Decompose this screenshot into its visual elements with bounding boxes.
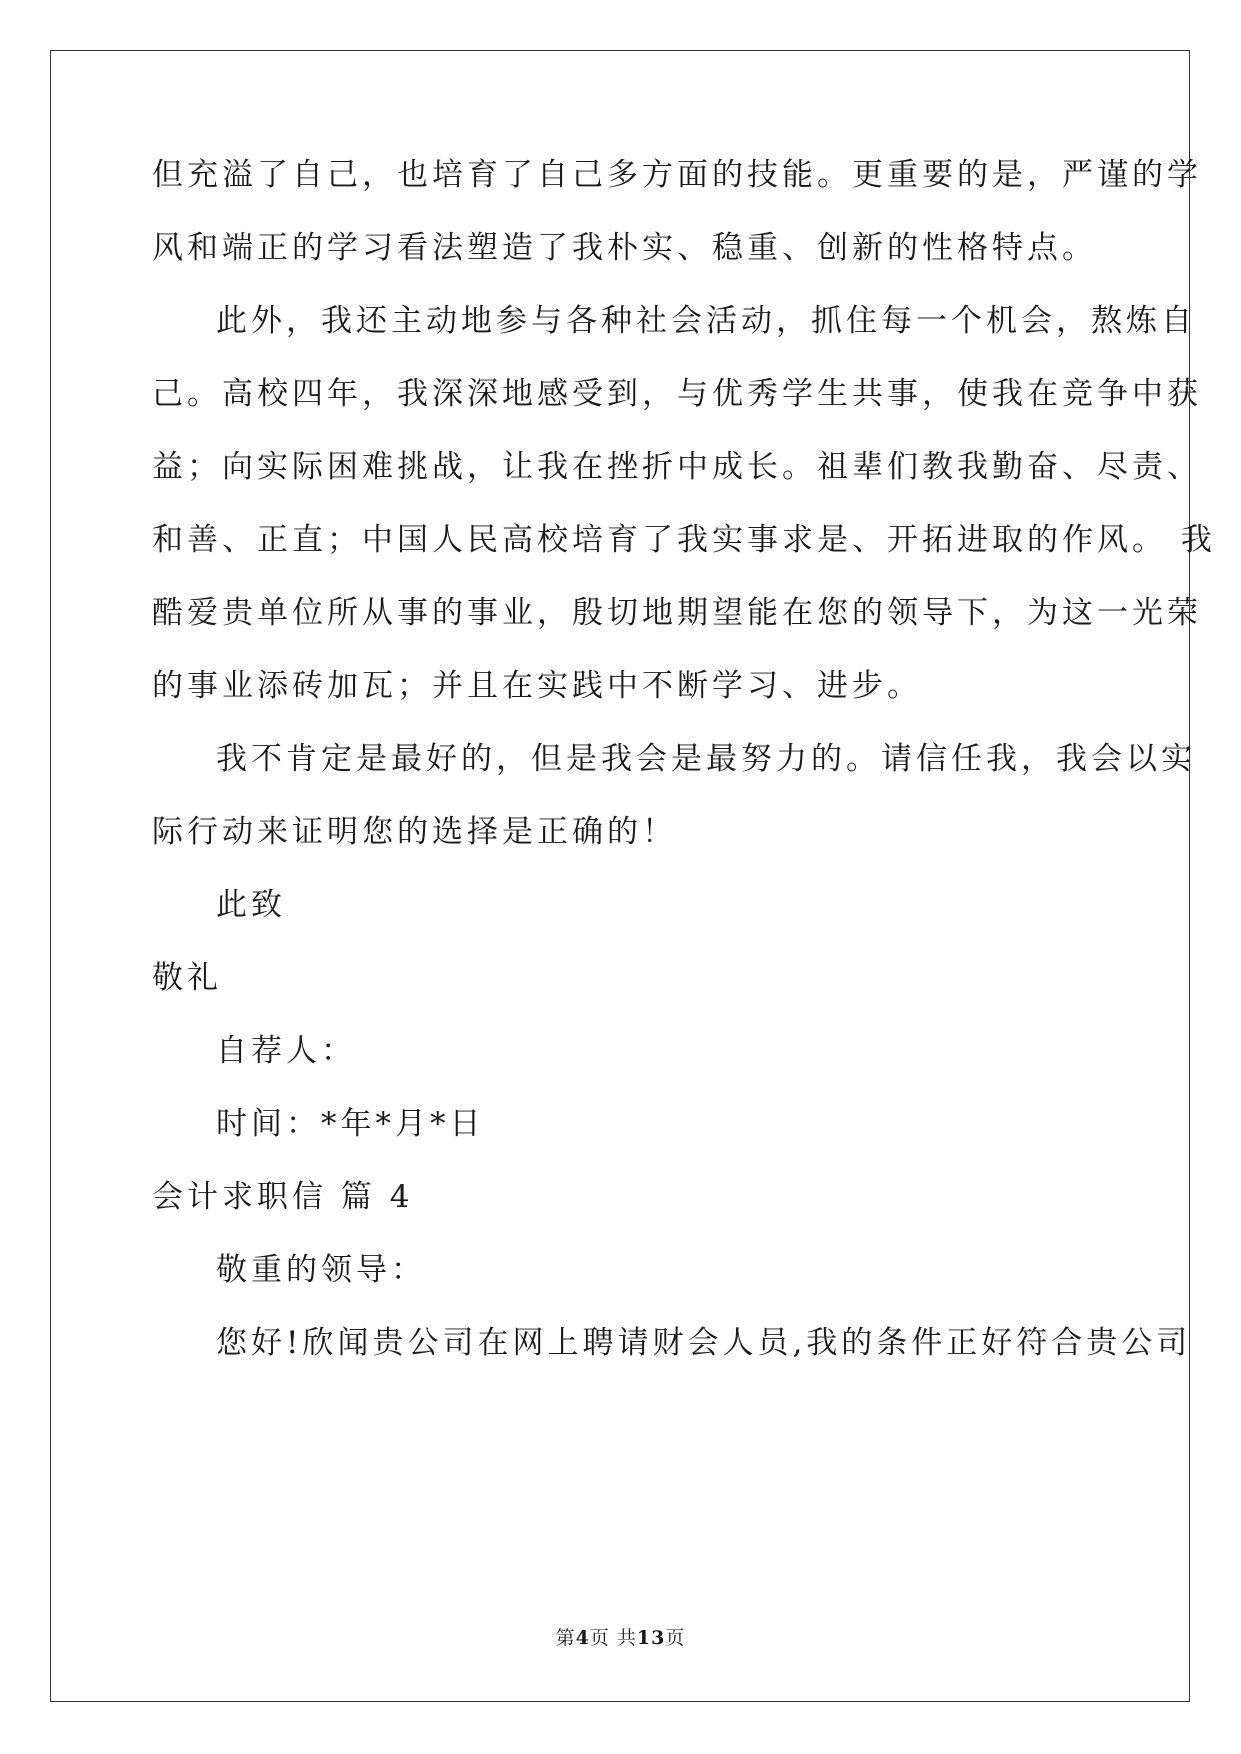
text-line: 风和端正的学习看法塑造了我朴实、稳重、创新的性格特点。: [152, 230, 1097, 266]
section-heading: 会计求职信 篇 4: [152, 1179, 414, 1215]
page-mid: 页 共: [589, 1627, 637, 1649]
page-footer: [0, 1623, 1241, 1650]
closing-regards: 敬礼: [152, 960, 222, 996]
page-suffix: 页: [665, 1627, 686, 1649]
text-line: 我不肯定是最好的，但是我会是最努力的。请信任我，我会以实: [216, 741, 1196, 777]
page-prefix: 第: [555, 1627, 576, 1649]
date-line: 时间：*年*月*日: [216, 1106, 485, 1142]
page-border: [50, 50, 1190, 1702]
text-line: 此外，我还主动地参与各种社会活动，抓住每一个机会，熬炼自: [216, 303, 1196, 339]
text-line: 酷爱贵单位所从事的事业，殷切地期望能在您的领导下，为这一光荣: [152, 595, 1202, 631]
text-line: 益；向实际困难挑战，让我在挫折中成长。祖辈们教我勤奋、尽责、: [152, 449, 1202, 485]
closing-salutation: 此致: [216, 887, 286, 923]
text-line: 的事业添砖加瓦；并且在实践中不断学习、进步。: [152, 668, 922, 704]
page-total: 13: [636, 1627, 666, 1649]
greeting-line: 敬重的领导：: [216, 1252, 426, 1288]
text-line: 己。高校四年，我深深地感受到，与优秀学生共事，使我在竞争中获: [152, 376, 1202, 412]
text-line: 际行动来证明您的选择是正确的！: [152, 814, 677, 850]
signature-line: 自荐人：: [216, 1033, 356, 1069]
text-line: 但充溢了自己，也培育了自己多方面的技能。更重要的是，严谨的学: [152, 157, 1202, 193]
text-line: 和善、正直；中国人民高校培育了我实事求是、开拓进取的作风。 我: [152, 522, 1216, 558]
page-current: 4: [575, 1627, 590, 1649]
text-line: 您好!欣闻贵公司在网上聘请财会人员,我的条件正好符合贵公司: [216, 1325, 1192, 1361]
